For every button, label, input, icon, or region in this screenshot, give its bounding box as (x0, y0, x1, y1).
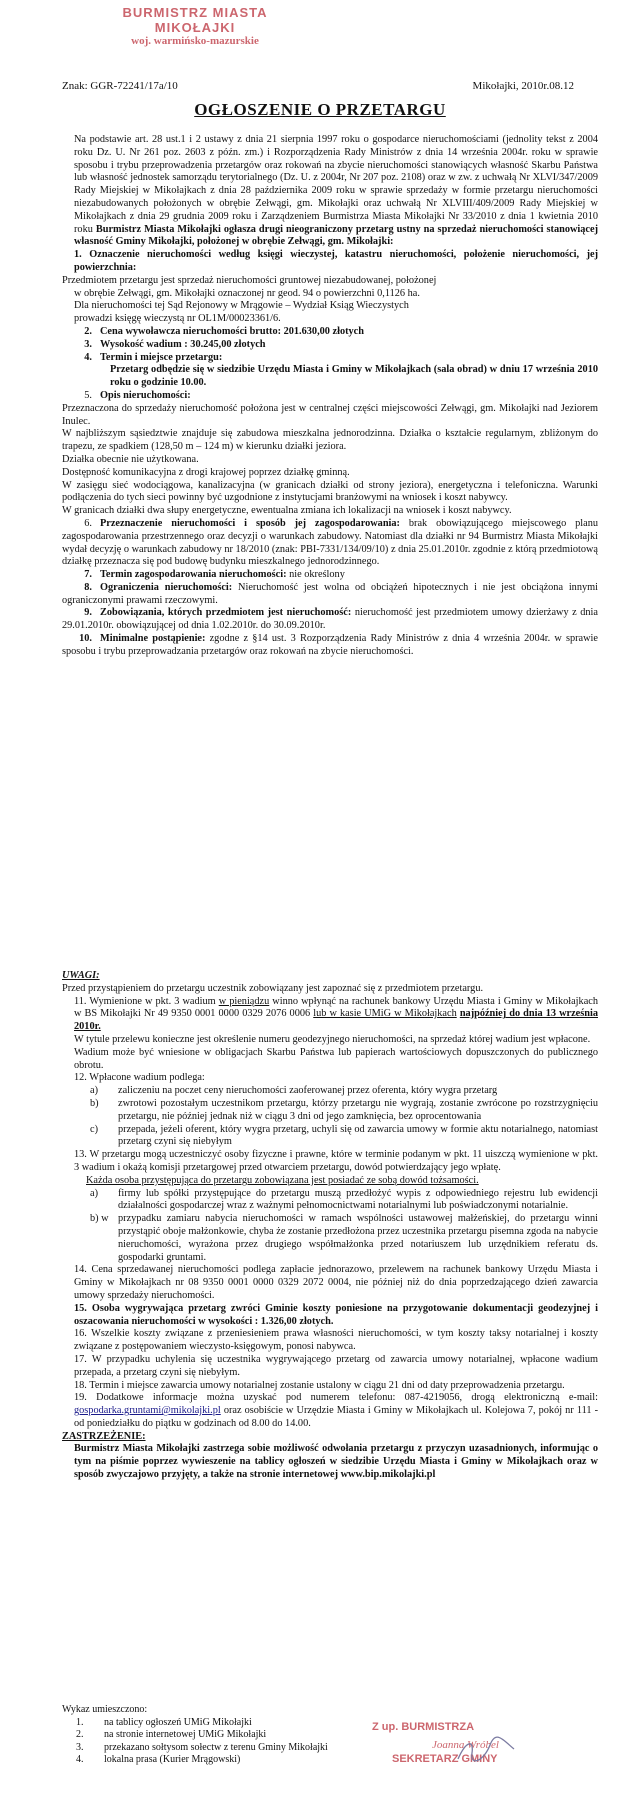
point-17 (62, 1354, 598, 1380)
point-number: 10. (79, 633, 92, 645)
intro-bold-text: Burmistrz Miasta Mikołajki ogłasza drugi nieograniczony przetarg ustny na sprzedaż nieruchomości stanowiącej własność Gminy Mikołajki, położonej w obrębie Zełwągi, gm. Mikołajki: (74, 223, 598, 248)
point-19-office: oraz osobiście w Urzędzie Miasta i Gminy w Mikołajkach ul. Kolejowa 7, pokój nr 111 - od poniedziałku do piątku w godzinach od 8.00 do 14.00. (74, 1405, 598, 1429)
point-9-text: nieruchomość jest przedmiotem umowy dzierżawy z dnia 29.01.2010r. obowiązującej od dnia 1.02.2010r. do 30.09.2010r. (62, 607, 598, 632)
distribution-item (62, 1717, 342, 1730)
point-16 (62, 1328, 598, 1354)
point-number: 19. (74, 1392, 87, 1404)
handwritten-signature (456, 1735, 516, 1765)
point-11-bonds: Wadium może być wniesione w obligacjach Skarbu Państwa lub papierach wartościowych dopuszczonych do publicznego obrotu. (74, 1046, 598, 1071)
point-13-id-requirement: Każda osoba przystępująca do przetargu zobowiązana jest posiadać ze sobą dowód tożsamości. (86, 1174, 479, 1186)
point-5 (62, 390, 598, 403)
point-12-item (62, 1098, 598, 1124)
place-date: Mikołajki, 2010r.08.12 (472, 80, 574, 92)
point-19-text: Dodatkowe informacje można uzyskać pod numerem telefonu: 087-4219056, drogą elektroniczną e-mail: (86, 1392, 598, 1404)
stamp-line1: Z up. BURMISTRZA (372, 1721, 475, 1733)
point-15 (62, 1303, 598, 1329)
point-number: 5. (84, 389, 92, 401)
point-10 (62, 633, 598, 659)
point-11 (62, 996, 598, 1034)
item-letter: a) (90, 1187, 98, 1199)
intro-text: Na podstawie art. 28 ust.1 i 2 ustawy z dnia 21 sierpnia 1997 roku o gospodarce nieruchomościami (jednolity tekst z 2004 roku Dz. U. Nr 261 poz. 2603 z późn. zm.) i Rozporządzenia Rady Ministrów z dnia 14 września 2004r. roku w sprawie sposobu i trybu przeprowadzenia przetargów oraz rokowań na zbycie nieruchomości stanowiących własność Skarbu Państwa lub własność jednostek samorządu terytorialnego (Dz. U. z 2004r, Nr 207 poz. 2108) oraz w zw. z uchwałą Nr XLVI/347/2009 Rady Miejskiej w Mikołajkach z dnia 28 października 2009 roku w sprawie sprzedaży w formie przetargu nieruchomości niezabudowanych położonych w obrębie Zełwągi, gm. Mikołajki oraz uchwałą Nr XLVIII/409/2009 Rady Miejskiej w Mikołajkach z dnia 29 grudnia 2009 roku i Zarządzeniem Burmistrza Miasta Mikołajki Nr 33/2010 z dnia 1 kwietnia 2010 roku (74, 134, 598, 235)
item-letter: b) (90, 1097, 99, 1109)
stamp-top (100, 5, 290, 47)
point-number: 17. (74, 1353, 87, 1365)
point-5-paragraph: Przeznaczona do sprzedaży nieruchomość położona jest w centralnej części miejscowości Zełwągi, gm. Mikołajki nad Jeziorem Inulec. (62, 402, 598, 427)
point-11-text: Wymienione w pkt. 3 wadium (86, 995, 219, 1007)
stamp-top-line1: BURMISTRZ MIASTA MIKOŁAJKI (122, 5, 268, 35)
point-14-text: Cena sprzedawanej nieruchomości podlega zapłacie jednorazowo, przelewem na rachunek bankowy Urzędu Miasta i Gminy w Mikołajkach nr 08 9350 0001 0000 0329 2072 0004, nie później niż do dnia poprzedzającego dzień zawarcia umowy sprzedaży nieruchomości. (74, 1264, 598, 1301)
point-1-line: Przedmiotem przetargu jest sprzedaż nieruchomości gruntowej niezabudowanej, położonej (62, 274, 437, 286)
point-5-paragraph: W granicach działki dwa słupy energetyczne, ewentualna zmiana ich lokalizacji na wniosek i koszt nabywcy. (62, 505, 512, 517)
point-number: 11. (74, 995, 87, 1007)
point-number: 2. (84, 325, 92, 337)
intro-paragraph (62, 134, 598, 249)
distribution-label: Wykaz umieszczono: (62, 1704, 148, 1715)
remarks-section (62, 970, 598, 1482)
stamp-line3: SEKRETARZ GMINY (392, 1753, 498, 1765)
point-12-text: Wpłacone wadium podlega: (86, 1072, 205, 1084)
point-3-text: Wysokość wadium : 30.245,00 złotych (100, 338, 266, 350)
distribution-list (62, 1704, 342, 1767)
point-18-text: Termin i miejsce zawarcia umowy notarialnej zostanie ustalony w ciągu 21 dni od daty przeprowadzenia przetargu. (86, 1379, 565, 1391)
point-number: 16. (74, 1328, 87, 1340)
point-1-heading: Oznaczenie nieruchomości według księgi wieczystej, katastru nieruchomości, położenie nieruchomości, jej powierzchnia: (74, 249, 598, 273)
item-number: 3. (76, 1741, 84, 1753)
point-number: 12. (74, 1072, 87, 1084)
point-12 (62, 1072, 598, 1085)
item-text: zaliczeniu na poczet ceny nieruchomości zaoferowanej przez oferenta, który wygra przetarg (118, 1085, 498, 1097)
point-6-text: brak obowiązującego miejscowego planu zagospodarowania przestrzennego oraz decyzji o warunkach zabudowy. Natomiast dla działki nr 94 Burmistrz Miasta Mikołajki wydał decyzję o warunkach zabudowy nr 18/2010 (znak: PBI-7331/134/09/10) z dnia 25.01.2010r. zgodnie z którą przedmiotową działkę przeznacza się pod budowę budynku mieszkalnego jednorodzinnego. (62, 517, 599, 568)
point-number: 6. (84, 517, 92, 529)
item-text: na tablicy ogłoszeń UMiG Mikołajki (104, 1716, 252, 1728)
stamp-top-line2: woj. warmińsko-mazurskie (131, 35, 259, 47)
point-15-text: Osoba wygrywająca przetarg zwróci Gminie koszty poniesione na przygotowanie dokumentacji geodezyjnej i oszacowania nieruchomości w wysokości : 1.326,00 złotych. (74, 1302, 598, 1327)
point-5-paragraph: W najbliższym sąsiedztwie znajduje się zabudowa mieszkalna jednorodzinna. Działka o kształcie regularnym, zbliżonym do trapezu, ze spadkiem (128,50 m – 124 m) w kierunku działki jeziora. (62, 428, 598, 453)
point-16-text: Wszelkie koszty związane z przeniesieniem prawa własności nieruchomości, w tym koszty taksy notarialnej i koszty związane z postępowaniem wieczysto-księgowym, ponosi nabywca. (74, 1328, 598, 1353)
item-number: 4. (76, 1754, 84, 1765)
point-5-paragraph: Działka obecnie nie użytkowana. (62, 453, 199, 465)
point-4-heading: Termin i miejsce przetargu: (100, 351, 223, 363)
distribution-item (62, 1742, 342, 1755)
point-18 (62, 1380, 598, 1393)
point-number: 15. (74, 1302, 87, 1314)
distribution-item (62, 1754, 342, 1767)
point-number: 3. (84, 338, 92, 350)
point-13 (62, 1149, 598, 1175)
item-number: 2. (76, 1729, 84, 1740)
item-text: przekazano sołtysom sołectw z terenu Gminy Mikołajki (104, 1741, 328, 1753)
point-1-line: Dla nieruchomości tej Sąd Rejonowy w Mrągowie – Wydział Ksiąg Wieczystych (74, 300, 409, 312)
point-6-heading: Przeznaczenie nieruchomości i sposób jej zagospodarowania: (100, 517, 400, 529)
point-19 (62, 1392, 598, 1430)
item-text: przypadku zamiaru nabycia nieruchomości w ramach wspólności ustawowej małżeńskiej, do przetargu winni przystąpić oboje małżonkowie, chyba że zostanie przedłożona przez uczestnika przetargu pisemna zgoda na nabycie nieruchomości, wyrażona przez drugiego współmałżonka przed notariuszem lub urzędnikiem referatu ds. gospodarki gruntami. (118, 1213, 598, 1263)
point-11-account: winno wpłynąć na rachunek bankowy Urzędu Miasta i Gminy w Mikołajkach w BS Mikołajki Nr 49 9350 0001 0000 0329 2076 0006 (74, 995, 598, 1020)
point-7 (62, 569, 598, 582)
point-13-item (62, 1213, 598, 1264)
point-13-text: W przetargu mogą uczestniczyć osoby fizyczne i prawne, które w terminie podanym w pkt. 11 uiszczą wymienione w pkt. 3 wadium i okażą komisji przetargowej przed otwarciem przetargu, dowód potwierdzający jego wpłatę. (74, 1149, 598, 1173)
signature-stamp (372, 1721, 542, 1781)
item-text: firmy lub spółki przystępujące do przetargu muszą przedłożyć wypis z odpowiedniego rejestru lub ewidencji działalności gospodarczej wraz z ważnymi pełnomocnictwami notarialnymi lub poświadczonymi notarialnie. (118, 1187, 598, 1212)
point-9 (62, 607, 598, 633)
point-6 (62, 518, 598, 569)
item-letter: b) w (90, 1213, 109, 1225)
point-5-paragraph: W zasięgu sieć wodociągowa, kanalizacyjna (w granicach działki od strony jeziora), energetyczna i telefoniczna. Warunki podłączenia do tych sieci powinny być uzgodnione z instytucjami branżowymi na wniosek i koszt nabywcy. (62, 479, 598, 504)
item-text: na stronie internetowej UMiG Mikołajki (104, 1729, 267, 1740)
distribution-item (62, 1729, 342, 1742)
point-5-heading: Opis nieruchomości: (100, 389, 191, 401)
point-8-text: Nieruchomość jest wolna od obciążeń hipotecznych i nie jest obciążona innymi ograniczonymi prawami rzeczowymi. (62, 581, 598, 606)
point-10-heading: Minimalne postąpienie: (100, 633, 206, 645)
reference-number: Znak: GGR-72241/17a/10 (62, 80, 178, 92)
point-3 (62, 339, 598, 352)
point-number: 1. (74, 249, 82, 261)
point-9-heading: Zobowiązania, których przedmiotem jest nieruchomość: (100, 607, 352, 619)
item-number: 1. (76, 1716, 84, 1728)
point-number: 13. (74, 1149, 87, 1161)
point-11-title: W tytule przelewu konieczne jest określenie numeru geodezyjnego nieruchomości, na sprzedaż której wadium jest wpłacone. (74, 1033, 591, 1045)
point-1 (62, 249, 598, 275)
page-title: OGŁOSZENIE O PRZETARGU (194, 100, 446, 119)
point-4-text: Przetarg odbędzie się w siedzibie Urzędu Miasta i Gminy w Mikołajkach (sala obrad) w dniu 17 września 2010 roku o godzinie 10.00. (110, 364, 598, 389)
point-8-heading: Ograniczenia nieruchomości: (100, 581, 233, 593)
point-number: 18. (74, 1379, 87, 1391)
point-17-text: W przypadku uchylenia się uczestnika wygrywającego przetarg od zawarcia umowy notarialnej, wpłacone wadium przepada, a przetarg czyni się niebyłym. (74, 1353, 598, 1378)
point-14 (62, 1264, 598, 1302)
point-number: 14. (74, 1264, 87, 1276)
point-1-line: prowadzi księgę wieczystą nr OL1M/00023361/6. (74, 313, 281, 325)
point-2 (62, 326, 598, 339)
point-7-heading: Termin zagospodarowania nieruchomości: (100, 569, 287, 581)
point-number: 9. (84, 607, 92, 619)
point-4 (62, 352, 598, 365)
point-11-deadline: najpóźniej do dnia 13 września 2010r. (74, 1008, 598, 1033)
point-10-text: zgodne z §14 ust. 3 Rozporządzenia Rady Ministrów z dnia 4 września 2004r. w sprawie sposobu i trybu przeprowadzania przetargów oraz rokowań na zbycie nieruchomości. (62, 633, 598, 657)
stamp-line2: Joanna Wróbel (432, 1739, 499, 1751)
point-11-cash-desk: lub w kasie UMiG w Mikołajkach (313, 1008, 457, 1020)
point-12-item (62, 1085, 598, 1098)
email-link[interactable]: gospodarka.gruntami@mikolajki.pl (74, 1405, 221, 1417)
point-7-text: nie określony (286, 569, 345, 581)
point-5-paragraph: Dostępność komunikacyjna z drogi krajowej poprzez działkę gminną. (62, 466, 350, 478)
item-text: lokalna prasa (Kurier Mrągowski) (104, 1754, 241, 1765)
reservation-text: Burmistrz Miasta Mikołajki zastrzega sobie możliwość odwołania przetargu z przyczyn uzasadnionych, informując o tym na piśmie poprzez wywieszenie na tablicy ogłoszeń w siedzibie Urzędu Miasta i Gminy w Mikołajkach oraz w sposób zwyczajowo przyjęty, a także na stronie internetowej www.bip.mikolajki.pl (74, 1443, 598, 1481)
announcement-body (62, 134, 598, 659)
remarks-intro: Przed przystąpieniem do przetargu uczestnik zobowiązany jest zapoznać się z przedmiotem przetargu. (62, 982, 484, 994)
item-text: przepada, jeżeli oferent, który wygra przetarg, uchyli się od zawarcia umowy w formie aktu notarialnego, natomiast przetarg czyni się niebyłym (118, 1123, 598, 1148)
point-number: 7. (84, 569, 92, 581)
remarks-label: UWAGI: (62, 970, 100, 981)
point-13-item (62, 1188, 598, 1214)
item-text: zwrotowi pozostałym uczestnikom przetargu, którzy przetargu nie wygrają, zostanie zwrócone po rozstrzygnięciu przetargu, nie później jednak niż w ciągu 3 dni od jego zamknięcia, bez oprocentowania (118, 1097, 598, 1122)
point-number: 8. (84, 581, 92, 593)
point-number: 4. (84, 351, 92, 363)
point-11-underlined: w pieniądzu (218, 995, 270, 1007)
point-8 (62, 582, 598, 608)
item-letter: a) (90, 1085, 98, 1097)
point-2-text: Cena wywoławcza nieruchomości brutto: 201.630,00 złotych (100, 325, 364, 337)
point-1-line: w obrębie Zełwągi, gm. Mikołajki oznaczonej nr geod. 94 o powierzchni 0,1126 ha. (74, 287, 420, 299)
point-12-item (62, 1124, 598, 1150)
item-letter: c) (90, 1123, 98, 1135)
reservation-label: ZASTRZEŻENIE: (62, 1430, 146, 1442)
